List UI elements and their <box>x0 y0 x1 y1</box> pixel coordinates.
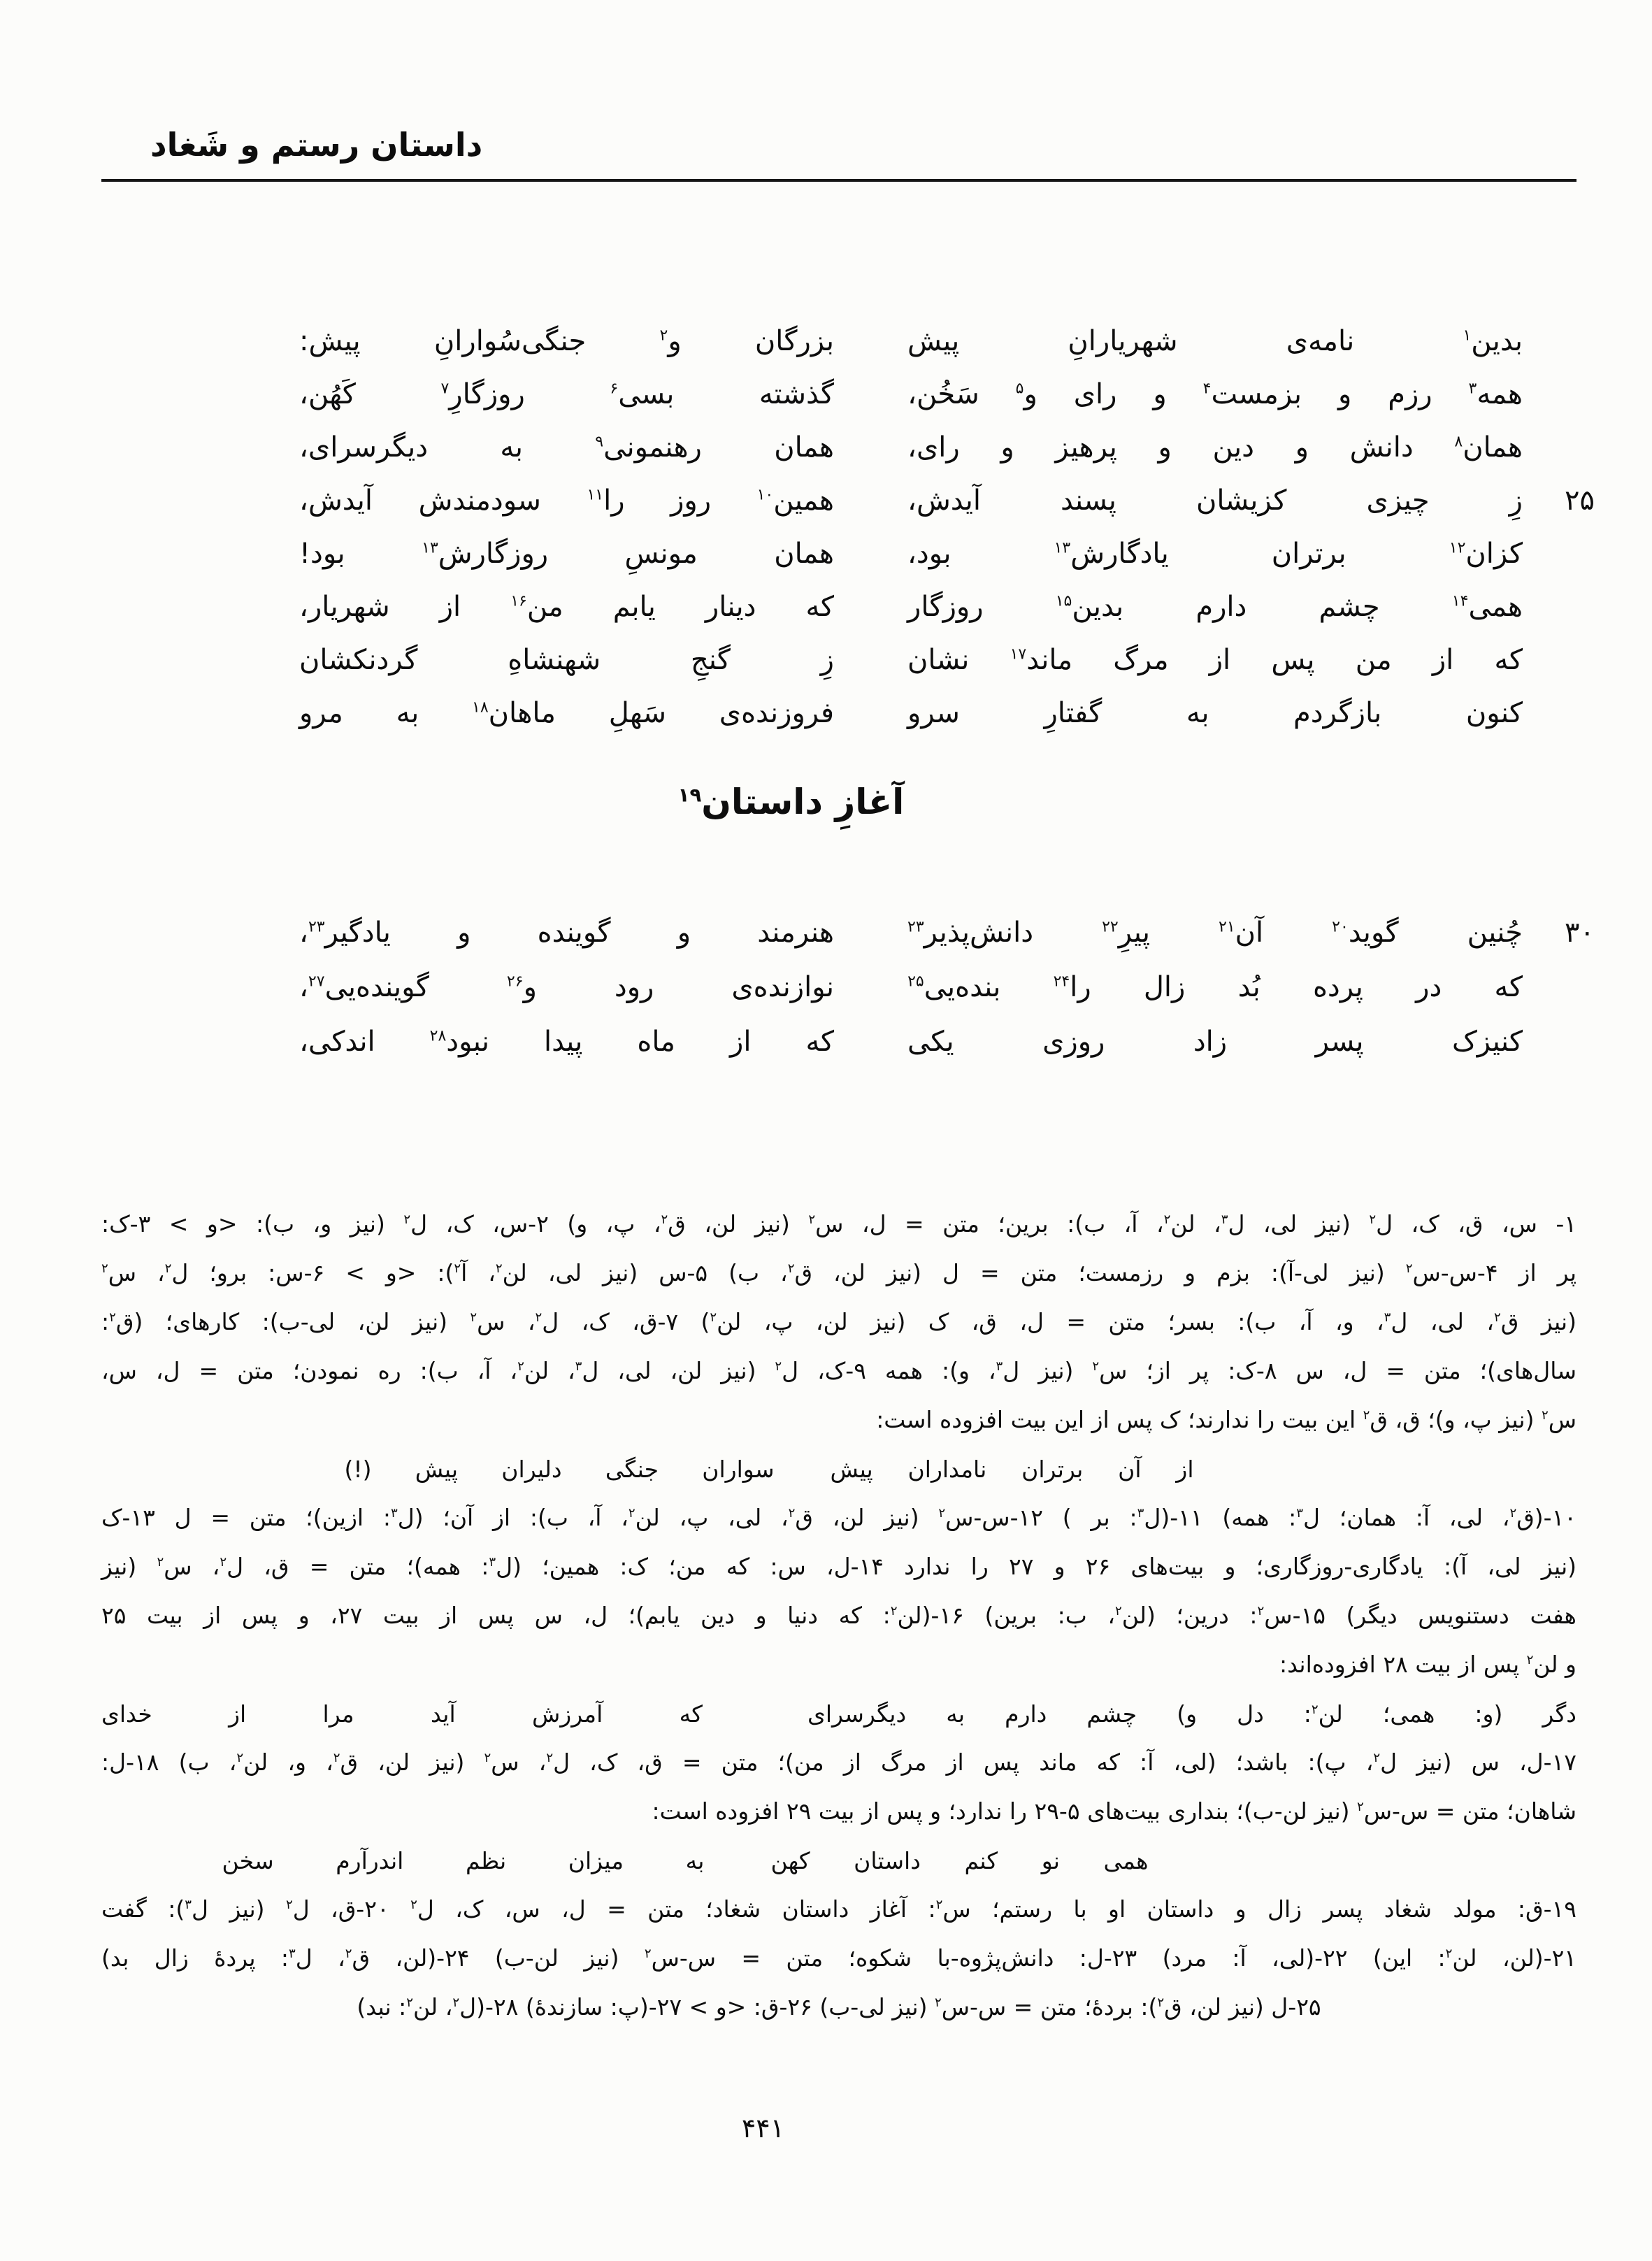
verse-word: گنجِ <box>690 644 731 676</box>
verse-word: از <box>1176 1455 1194 1483</box>
verse-word: ماهان$^{۱۸}$ <box>472 697 556 729</box>
verse-word: زال <box>1143 971 1186 1003</box>
verse-word: و <box>677 917 691 949</box>
verse-word: رای، <box>907 431 960 464</box>
verse-word: بزرگان <box>754 325 834 357</box>
verse-word: شهریار، <box>299 591 390 623</box>
verse-word: و) <box>1177 1700 1198 1728</box>
verse-word: کهن <box>770 1846 810 1874</box>
hemistich-left <box>299 644 834 676</box>
verse-word: سواران <box>702 1455 775 1483</box>
verse-word: بزمست$^۴$ <box>1202 378 1302 410</box>
couplet <box>299 633 1595 687</box>
hemistich-right <box>907 644 1523 676</box>
verse-word: دل <box>1237 1700 1264 1728</box>
verse-word: گفتارِ <box>1044 697 1102 729</box>
verse-word: شهنشاهِ <box>508 644 601 676</box>
verse-word: آن$^{۲۱}$ <box>1219 917 1264 949</box>
footnote-line: ۱- س، ق، ک، ل$^۲$ (نیز لی، ل$^۳$، لن$^۲$، آ، ب): برین؛ متن = ل، س$^۲$ (نیز لن، ق$^۲$، پ، و) ۲-س، ک، ل$^۲$ (نیز و، ب): <و > ۳-ک: <box>101 1210 1577 1237</box>
verse-word: از <box>439 591 461 623</box>
hemistich-left <box>299 378 834 410</box>
footnote-line: ۱۷-ل، س (نیز ل$^۲$، پ): باشد؛ (لی، آ: که ماند پس از مرگ از من)؛ متن = ق، ک، ل$^۲$، س$^۲$ (نیز لن، ق$^۲$، و، لن$^۲$، ب) ۱۸-ل: <box>101 1749 1576 1776</box>
verse-word: که <box>1494 971 1523 1003</box>
hemistich-left <box>345 1456 775 1483</box>
hemistich-right <box>907 1026 1523 1058</box>
couplet <box>299 474 1595 527</box>
verse-word: پیش <box>830 1455 873 1483</box>
verse-word: که <box>1494 644 1523 676</box>
hemistich-left <box>299 971 834 1003</box>
verse-word: نامداران <box>907 1455 987 1483</box>
verse-word: چشم <box>1086 1700 1137 1728</box>
verse-word: آید <box>430 1700 456 1728</box>
verse-word: روزی <box>1042 1026 1105 1058</box>
verse-word: سخن <box>222 1846 274 1874</box>
verse-word: مونسِ <box>624 538 698 570</box>
verse-number: ۳۰ <box>1565 917 1595 949</box>
verse-word: زِ <box>1509 484 1523 517</box>
verse-word: مرو <box>299 697 343 729</box>
verse-word: جنگی‌سُوارانِ <box>433 325 587 357</box>
verse-word: مرا <box>322 1700 354 1728</box>
verse-word: کزان$^{۱۲}$ <box>1449 538 1523 570</box>
verse-word: پرده <box>1312 971 1363 1003</box>
verse-word: در <box>1416 971 1442 1003</box>
hemistich-right <box>907 591 1523 623</box>
verse-word: خدای <box>101 1700 152 1728</box>
verse-word: برتران <box>1271 538 1346 570</box>
verse-word: رزم <box>1388 378 1432 410</box>
verse-word: اندکی، <box>299 1026 375 1058</box>
verse-word: و <box>1337 378 1352 410</box>
footnote-line: ۲۵-ل (نیز لن، ق$^۲$): بردهٔ؛ متن = س-س$^۲$ (نیز لی-ب) ۲۶-ق: <و > ۲۷-(پ: سازندهٔ) ۲۸-(ل$^۲$، لن$^۲$: نبد) <box>357 1993 1321 2020</box>
hemistich-left <box>299 591 834 623</box>
verse-word: بُد <box>1237 971 1260 1003</box>
verse-word: همان <box>774 538 834 570</box>
verse-word: روز <box>670 484 712 517</box>
verse-word: آن <box>1118 1455 1142 1483</box>
verse-word: گوید$^{۲۰}$ <box>1332 917 1399 949</box>
verse-word: دیگرسرای، <box>299 431 429 464</box>
verse-word: و <box>457 917 471 949</box>
section-heading: آغازِ داستان$^{۱۹}$ <box>677 782 905 822</box>
footnote-line: و لن$^۲$ پس از بیت ۲۸ افزوده‌اند: <box>1279 1651 1576 1678</box>
verse-word: (و: <box>1474 1700 1503 1728</box>
verse-word: همان <box>774 431 834 464</box>
hemistich-left <box>299 1026 834 1058</box>
verse-word: زِ <box>820 644 834 676</box>
footnote-quoted-verse <box>0 1836 1423 1885</box>
verse-word: و <box>1295 431 1309 464</box>
verse-word: بنده‌یی$^{۲۵}$ <box>907 971 1001 1003</box>
verse-word: (!) <box>344 1455 372 1483</box>
verse-word: همی$^{۱۴}$ <box>1451 591 1523 623</box>
verse-number: ۲۵ <box>1565 484 1595 517</box>
verse-word: جنگی <box>605 1455 659 1483</box>
verse-word: سَهلِ <box>608 697 666 729</box>
verse-word: پیش <box>907 325 960 357</box>
running-title: داستان رستم و شَغاد <box>150 126 483 164</box>
verse-word: کزیشان <box>1195 484 1287 517</box>
verse-word: پیرِ$^{۲۲}$ <box>1102 917 1150 949</box>
footnote-line: شاهان؛ متن = س-س$^۲$ (نیز لن-ب)؛ بنداری بیت‌های ۵-۲۹ را ندارد؛ و پس از بیت ۲۹ افزوده است: <box>652 1797 1576 1825</box>
verse-word: ماند$^{۱۷}$ <box>1010 644 1072 676</box>
verse-word: به <box>500 431 523 464</box>
verse-word: و$^۲$ <box>659 325 682 357</box>
hemistich-right <box>907 917 1523 949</box>
verse-word: همی؛ <box>1382 1700 1435 1728</box>
verse-word: را$^{۱۱}$ <box>587 484 625 517</box>
verse-word: بود، <box>907 538 951 570</box>
verse-word: روزگار <box>907 591 984 623</box>
verse-word: یکی <box>907 1026 954 1058</box>
verse-word: یابم <box>612 591 656 623</box>
verse-word: پرهیز <box>1055 431 1117 464</box>
verse-word: پیش: <box>299 325 361 357</box>
verse-word: گذشته <box>759 378 834 410</box>
verse-word: دلیران <box>501 1455 562 1483</box>
couplet <box>299 905 1595 960</box>
couplet <box>299 527 1595 580</box>
verse-word: چُنین <box>1467 917 1523 949</box>
verse-word: نو <box>1041 1846 1060 1874</box>
verse-word: یادگیر$^{۲۳}$، <box>299 917 391 949</box>
verse-word: من <box>1355 644 1392 676</box>
couplet <box>299 580 1595 633</box>
footnote-line: ۱۹-ق: مولد شغاد پسر زال و داستان او با رستم؛ س$^۲$: آغاز داستان شغاد؛ متن = ل، س، ک، ل$^۲$ ۲۰-ق، ل$^۲$ (نیز ل$^۳$): گفت <box>101 1895 1576 1923</box>
couplet <box>299 687 1595 740</box>
verse-word: گوینده‌یی$^{۲۷}$، <box>299 971 429 1003</box>
verse-word: دین <box>1212 431 1254 464</box>
verse-word: بود! <box>299 538 345 570</box>
verse-word: دانش <box>1349 431 1414 464</box>
couplet <box>299 960 1595 1014</box>
hemistich-right <box>907 484 1523 517</box>
verse-word: داستان <box>854 1846 921 1874</box>
verse-word: از <box>1209 644 1231 676</box>
verse-word: دارم <box>1005 1700 1047 1728</box>
verse-word: آیدش، <box>907 484 982 517</box>
verse-word: پسند <box>1061 484 1116 517</box>
couplet <box>299 421 1595 474</box>
hemistich-left <box>299 325 834 357</box>
verse-word: کنون <box>1465 697 1523 729</box>
verse-word: و$^۵$ <box>1015 378 1037 410</box>
footnote-line: سال‌های)؛ متن = ل، س ۸-ک: پر از؛ س$^۲$ (نیز ل$^۳$، و): همه ۹-ک، ل$^۲$ (نیز لن، لی، ل$^۳$، لن$^۲$، آ، ب): ره نمودن؛ متن = ل، س، <box>101 1357 1576 1384</box>
footnote-line: هفت دستنویس دیگر) ۱۵-س$^۲$: درین؛ (لن$^۲$، ب: برین) ۱۶-(لن$^۲$: که دنیا و دین یابم)؛ ل، س پس از بیت ۲۷، و پس از بیت ۲۵ <box>101 1602 1576 1629</box>
hemistich-left <box>101 1700 703 1728</box>
verse-word: نشان <box>907 644 970 676</box>
verse-word: بسی$^۶$ <box>610 378 675 410</box>
hemistich-left <box>299 697 834 729</box>
verse-block-1 <box>299 315 1595 740</box>
verse-word: دارم <box>1195 591 1247 623</box>
verse-word: نبود$^{۲۸}$ <box>429 1026 489 1058</box>
verse-word: رهنمونی$^۹$ <box>595 431 702 464</box>
verse-word: دیگرسرای <box>807 1700 907 1728</box>
hemistich-left <box>222 1847 705 1874</box>
hemistich-right <box>907 325 1523 357</box>
verse-word: و$^{۲۶}$ <box>506 971 537 1003</box>
hemistich-right <box>807 1700 1576 1728</box>
verse-word: و <box>1153 378 1167 410</box>
verse-word: از <box>1432 644 1454 676</box>
verse-word: به <box>685 1846 705 1874</box>
verse-word: زاد <box>1193 1026 1228 1058</box>
footnote-line: ۲۱-(لن، لن$^۲$: این) ۲۲-(لی، آ: مرد) ۲۳-ل: دانش‌پژوه-با شکوه؛ متن = س-س$^۲$ (نیز لن-ب) ۲۴-(لن، ق$^۲$، ل$^۳$: پردهٔ زال بد) <box>101 1944 1577 1972</box>
verse-word: بدین$^{۱۵}$ <box>1055 591 1124 623</box>
couplet <box>299 315 1595 368</box>
verse-word: و <box>1000 431 1014 464</box>
hemistich-right <box>907 697 1523 729</box>
verse-word: از <box>730 1026 752 1058</box>
hemistich-left <box>299 917 834 949</box>
verse-word: پس <box>1271 644 1315 676</box>
hemistich-right <box>771 1847 1149 1874</box>
hemistich-right <box>907 538 1523 570</box>
verse-word: چشم <box>1319 591 1380 623</box>
verse-word: گردنکشان <box>299 644 418 676</box>
footnote-line: پر از ۴-س-س$^۲$ (نیز لی-آ): بزم و رزمست؛ متن = ل (نیز لن، ق$^۲$، ب) ۵-س (نیز لی، لن$^۲$، آ$^۲$): <و > ۶-س: برو؛ ل$^۲$، س$^۲$ <box>101 1259 1577 1286</box>
verse-word: کنم <box>964 1846 998 1874</box>
verse-word: میزان <box>568 1846 624 1874</box>
verse-word: هنرمند <box>757 917 834 949</box>
verse-word: یادگارش$^{۱۳}$ <box>1054 538 1169 570</box>
verse-word: همان$^۸$ <box>1454 431 1523 464</box>
verse-word: لن$^۲$: <box>1303 1700 1343 1728</box>
footnote-line: ۱۰-(ق$^۲$، لی، آ: همان؛ ل$^۳$: همه) ۱۱-(ل$^۳$: بر ) ۱۲-س-س$^۲$ (نیز لن، ق$^۲$، لی، پ، لن$^۲$، آ، ب): از آن؛ (ل$^۳$: ازین)؛ متن = ل ۱۳-ک <box>101 1504 1577 1531</box>
verse-word: برتران <box>1021 1455 1084 1483</box>
verse-word: همی <box>1103 1846 1149 1874</box>
verse-word: همه$^۳$ <box>1468 378 1523 410</box>
page-number: ۴۴۱ <box>741 2113 785 2144</box>
verse-word: بازگردم <box>1293 697 1382 729</box>
verse-word: پیش <box>415 1455 459 1483</box>
verse-word: آمرزش <box>531 1700 603 1728</box>
verse-word: بدین$^۱$ <box>1463 325 1523 357</box>
verse-word: رود <box>614 971 654 1003</box>
verse-word: دینار <box>705 591 756 623</box>
hemistich-right <box>907 971 1523 1003</box>
verse-word: به <box>946 1700 965 1728</box>
couplet <box>299 368 1595 421</box>
verse-word: ماه <box>637 1026 675 1058</box>
verse-word: سرو <box>907 697 960 729</box>
footnote-quoted-verse <box>101 1689 1576 1738</box>
verse-word: که <box>805 591 834 623</box>
verse-word: گوینده <box>537 917 611 949</box>
verse-word: نظم <box>465 1846 507 1874</box>
footnote-line: (نیز ق$^۲$، لی، ل$^۳$، و، آ، ب): بسر؛ متن = ل، ق، ک (نیز لن، پ، لن$^۲$) ۷-ق، ک، ل$^۲$، س$^۲$ (نیز لن، لی-ب): کارهای؛ (ق$^۲$: <box>101 1308 1576 1335</box>
hemistich-left <box>299 431 834 464</box>
footnote-line: (نیز لی، آ): یادگاری-روزگاری؛ و بیت‌های ۲۶ و ۲۷ را ندارد ۱۴-ل، س: که من؛ ک: همین؛ (ل$^۳$: همه)؛ متن = ق، ل$^۲$، س$^۲$ (نیز <box>101 1553 1576 1580</box>
verse-word: پیدا <box>544 1026 583 1058</box>
verse-word: چیزی <box>1366 484 1430 517</box>
hemistich-right <box>907 378 1523 410</box>
couplet <box>299 1014 1595 1069</box>
verse-word: پسر <box>1315 1026 1364 1058</box>
verse-word: را$^{۲۴}$ <box>1053 971 1091 1003</box>
verse-word: که <box>805 1026 834 1058</box>
verse-word: شهریارانِ <box>1068 325 1178 357</box>
hemistich-left <box>299 484 834 517</box>
verse-word: آیدش، <box>299 484 373 517</box>
footnote-quoted-verse <box>31 1444 1507 1493</box>
verse-word: از <box>229 1700 247 1728</box>
apparatus-footnotes <box>101 1200 1576 2032</box>
verse-word: روزگارِ$^۷$ <box>440 378 525 410</box>
hemistich-right <box>831 1456 1194 1483</box>
verse-word: مرگ <box>1113 644 1169 676</box>
verse-word: دگر <box>1542 1700 1576 1728</box>
verse-word: من$^{۱۶}$ <box>510 591 563 623</box>
verse-word: کنیزک <box>1451 1026 1523 1058</box>
header-rule <box>101 179 1576 182</box>
hemistich-right <box>907 431 1523 464</box>
footnote-line: س$^۲$ (نیز پ، و)؛ ق، ق$^۲$ این بیت را ندارند؛ ک پس از این بیت افزوده است: <box>876 1406 1576 1433</box>
verse-word: سودمندش <box>418 484 541 517</box>
verse-word: کَهُن، <box>299 378 356 410</box>
verse-word: به <box>1186 697 1209 729</box>
hemistich-left <box>299 538 834 570</box>
verse-word: فروزنده‌ی <box>719 697 834 729</box>
verse-word: سَخُن، <box>907 378 979 410</box>
verse-word: رای <box>1073 378 1117 410</box>
verse-word: همین$^{۱۰}$ <box>756 484 834 517</box>
verse-block-2 <box>299 905 1595 1069</box>
verse-word: دانش‌پذیر$^{۲۳}$ <box>907 917 1034 949</box>
verse-word: که <box>679 1700 703 1728</box>
verse-word: به <box>396 697 419 729</box>
verse-word: نوازنده‌ی <box>731 971 834 1003</box>
verse-word: روزگارش$^{۱۳}$ <box>422 538 549 570</box>
verse-word: نامه‌ی <box>1286 325 1355 357</box>
verse-word: اندرآرم <box>336 1846 404 1874</box>
verse-word: و <box>1158 431 1172 464</box>
